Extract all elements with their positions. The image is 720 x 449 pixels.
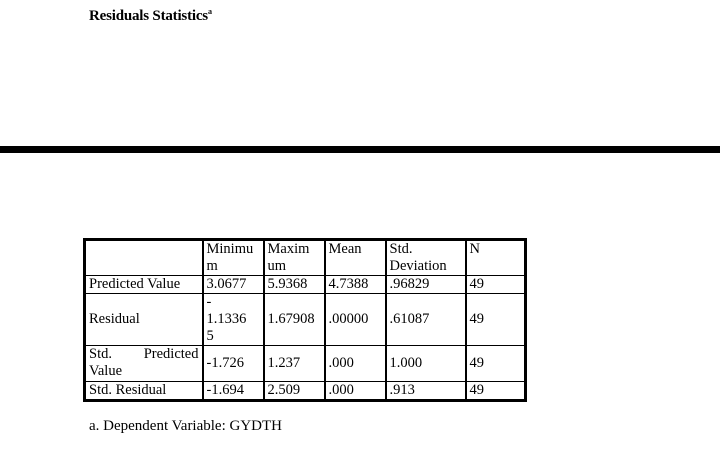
cell-minimum: -1.726 [203,346,264,382]
cell-std-deviation: .913 [386,382,466,401]
cell-n: 49 [466,346,526,382]
header-corner-cell [85,240,203,276]
table-row [85,276,526,294]
table-row [85,382,526,401]
header-n: N [466,240,526,276]
cell-mean: .00000 [325,294,386,346]
residuals-statistics-table [83,238,527,402]
cell-n: 49 [466,294,526,346]
table-row [85,294,526,346]
cell-mean: .000 [325,382,386,401]
cell-mean: 4.7388 [325,276,386,294]
header-minimum: Minimu m [203,240,264,276]
header-maximum: Maxim um [264,240,325,276]
header-mean: Mean [325,240,386,276]
page-divider [0,146,720,153]
cell-std-deviation: .61087 [386,294,466,346]
cell-maximum: 5.9368 [264,276,325,294]
cell-mean: .000 [325,346,386,382]
table-row [85,346,526,382]
table-header-row [85,240,526,276]
cell-maximum: 1.237 [264,346,325,382]
row-label-predicted-value: Predicted Value [85,276,203,294]
cell-minimum: -1.694 [203,382,264,401]
table-title: Residuals Statistics$^a$ [89,7,212,24]
cell-n: 49 [466,382,526,401]
title-footnote-marker: a [207,7,212,16]
cell-maximum: 2.509 [264,382,325,401]
cell-minimum: - 1.1336 5 [203,294,264,346]
row-label-std-residual: Std. Residual [85,382,203,401]
cell-std-deviation: .96829 [386,276,466,294]
cell-n: 49 [466,276,526,294]
cell-minimum: 3.0677 [203,276,264,294]
cell-std-deviation: 1.000 [386,346,466,382]
cell-maximum: 1.67908 [264,294,325,346]
row-label-residual: Residual [85,294,203,346]
row-label-std-predicted-value: Std. Predicted Value [85,346,203,382]
table-footnote: a. Dependent Variable: GYDTH [89,418,282,434]
header-std-deviation: Std. Deviation [386,240,466,276]
